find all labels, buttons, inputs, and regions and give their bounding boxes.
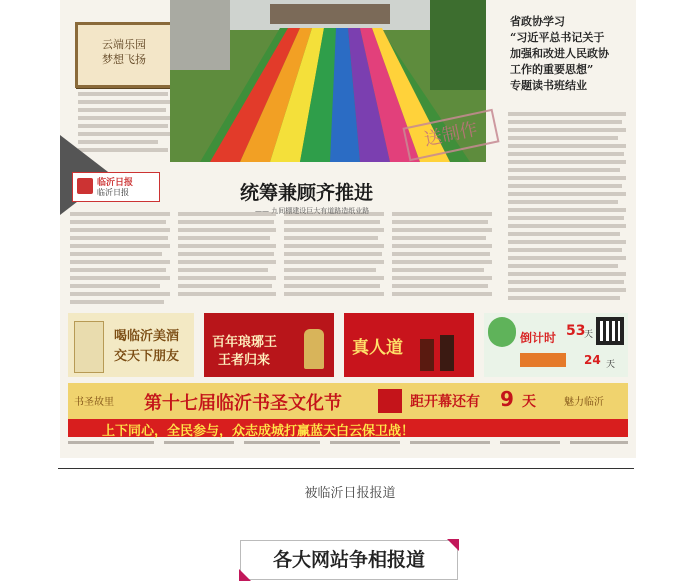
- text-line: [284, 252, 382, 256]
- separator-line: [58, 468, 634, 469]
- text-line: [70, 252, 162, 256]
- ad4-count2: 24: [584, 353, 601, 367]
- text-line: [178, 244, 276, 248]
- ad-liquor-1: [68, 313, 194, 377]
- text-line: [284, 276, 384, 280]
- framed-note: [75, 22, 173, 88]
- qr-pattern: [600, 321, 620, 341]
- text-line: [508, 216, 624, 220]
- text-line: [70, 300, 164, 304]
- badge-sub: 临沂日报: [97, 188, 129, 197]
- ad2-line2: 王者归来: [218, 353, 271, 368]
- text-line: [78, 124, 168, 128]
- ad1-line2: 交天下朋友: [114, 349, 180, 364]
- text-line: [508, 160, 626, 164]
- ad4-count1: 53: [566, 323, 586, 339]
- newspaper-badge: [72, 172, 160, 202]
- badge-text: 临沂日报: [97, 178, 134, 188]
- text-line: [508, 296, 620, 300]
- festival-banner: [68, 383, 628, 419]
- text-line: [508, 176, 626, 180]
- text-line: [508, 224, 626, 228]
- right-headline-line: 加强和改进人民政协: [510, 47, 609, 60]
- text-line: [508, 136, 618, 140]
- text-line: [508, 208, 626, 212]
- ad-countdown: [484, 313, 628, 377]
- ad4-unit1: 天: [584, 330, 594, 340]
- text-line: [508, 240, 626, 244]
- right-headline-line: “习近平总书记关于: [510, 31, 605, 44]
- text-line: [500, 441, 560, 444]
- text-line: [70, 260, 170, 264]
- text-line: [508, 272, 626, 276]
- text-line: [508, 112, 626, 116]
- text-line: [178, 276, 276, 280]
- text-line: [392, 284, 488, 288]
- text-line: [508, 248, 622, 252]
- text-line: [284, 260, 384, 264]
- text-line: [78, 92, 168, 96]
- text-line: [284, 268, 376, 272]
- text-line: [508, 144, 626, 148]
- text-line: [508, 120, 622, 124]
- ad-liquor-2: [204, 313, 334, 377]
- text-line: [178, 284, 272, 288]
- corner-accent-icon: [447, 539, 459, 551]
- text-line: [508, 280, 624, 284]
- ad3-text: 真人道: [352, 338, 403, 358]
- text-line: [164, 441, 234, 444]
- ad-liquor-3: [344, 313, 474, 377]
- banner-right-text: 魅力临沂: [564, 397, 604, 408]
- text-line: [70, 228, 170, 232]
- text-line: [178, 260, 276, 264]
- text-line: [508, 152, 624, 156]
- note-line1: 云端乐园: [102, 38, 146, 51]
- main-headline: 统筹兼顾齐推进: [240, 182, 374, 204]
- text-line: [570, 441, 628, 444]
- image-caption: 被临沂日报报道: [304, 486, 396, 501]
- text-line: [392, 228, 492, 232]
- text-line: [392, 252, 490, 256]
- bottle-icon: [440, 335, 454, 371]
- ad2-line1: 百年琅琊王: [212, 335, 278, 350]
- text-line: [284, 228, 384, 232]
- text-line: [508, 184, 622, 188]
- text-line: [392, 268, 484, 272]
- banner-countdown-unit: 天: [522, 394, 536, 410]
- text-line: [78, 100, 174, 104]
- text-line: [70, 268, 166, 272]
- text-line: [70, 276, 170, 280]
- text-line: [392, 276, 492, 280]
- text-line: [508, 288, 626, 292]
- text-line: [392, 212, 492, 216]
- text-line: [244, 441, 320, 444]
- festival-logo-icon: [378, 389, 402, 413]
- right-headline-line: 专题读书班结业: [510, 79, 587, 92]
- paper-footer-strip: [68, 439, 628, 447]
- text-line: [78, 108, 166, 112]
- text-line: [392, 236, 486, 240]
- bottle-icon: [304, 329, 324, 369]
- text-line: [284, 292, 384, 296]
- text-line: [508, 232, 620, 236]
- slogan-text: 上下同心，全民参与，众志成城打赢蓝天白云保卫战！: [102, 424, 415, 439]
- text-line: [508, 256, 626, 260]
- text-line: [410, 441, 490, 444]
- text-line: [508, 128, 626, 132]
- text-line: [178, 220, 274, 224]
- text-line: [508, 264, 618, 268]
- bottle-icon: [420, 339, 434, 371]
- text-line: [70, 244, 170, 248]
- bottle-icon: [74, 321, 104, 373]
- text-line: [284, 284, 380, 288]
- slogan-banner: [68, 419, 628, 437]
- right-headline: [510, 14, 609, 94]
- media-reports-button[interactable]: [240, 540, 458, 580]
- text-line: [178, 268, 268, 272]
- main-subhead: —— 九间棚建设巨大有道路造纸业路: [255, 207, 370, 215]
- ad4-ribbon: [520, 353, 566, 367]
- right-headline-line: 省政协学习: [510, 15, 565, 28]
- text-line: [178, 292, 276, 296]
- note-line2: 梦想飞扬: [102, 53, 146, 66]
- text-line: [70, 220, 166, 224]
- text-line: [392, 260, 492, 264]
- text-line: [284, 220, 380, 224]
- text-line: [508, 168, 620, 172]
- text-line: [178, 236, 270, 240]
- text-line: [70, 284, 160, 288]
- text-line: [392, 244, 492, 248]
- badge-logo-icon: [77, 178, 93, 194]
- ad1-line1: 喝临沂美酒: [114, 329, 180, 344]
- right-headline-line: 工作的重要思想”: [510, 63, 594, 76]
- text-line: [68, 441, 154, 444]
- ad4-unit2: 天: [606, 360, 616, 370]
- text-line: [392, 220, 488, 224]
- mascot-icon: [488, 317, 516, 347]
- text-line: [284, 244, 384, 248]
- text-line: [78, 116, 172, 120]
- text-line: [330, 441, 400, 444]
- banner-title: 第十七届临沂书圣文化节: [144, 393, 342, 414]
- text-line: [70, 236, 168, 240]
- text-line: [284, 236, 378, 240]
- text-line: [392, 292, 492, 296]
- corner-accent-icon: [239, 569, 251, 581]
- media-reports-label: 各大网站争相报道: [272, 549, 425, 571]
- text-line: [178, 252, 274, 256]
- ad4-title: 倒计时: [520, 331, 557, 345]
- banner-countdown-label: 距开幕还有: [410, 394, 480, 410]
- text-line: [508, 200, 618, 204]
- text-line: [508, 192, 626, 196]
- banner-countdown-value: 9: [500, 387, 514, 411]
- banner-left-text: 书圣故里: [74, 397, 114, 408]
- text-line: [70, 292, 170, 296]
- text-line: [178, 228, 276, 232]
- photo-stamp: 送制作: [402, 109, 499, 161]
